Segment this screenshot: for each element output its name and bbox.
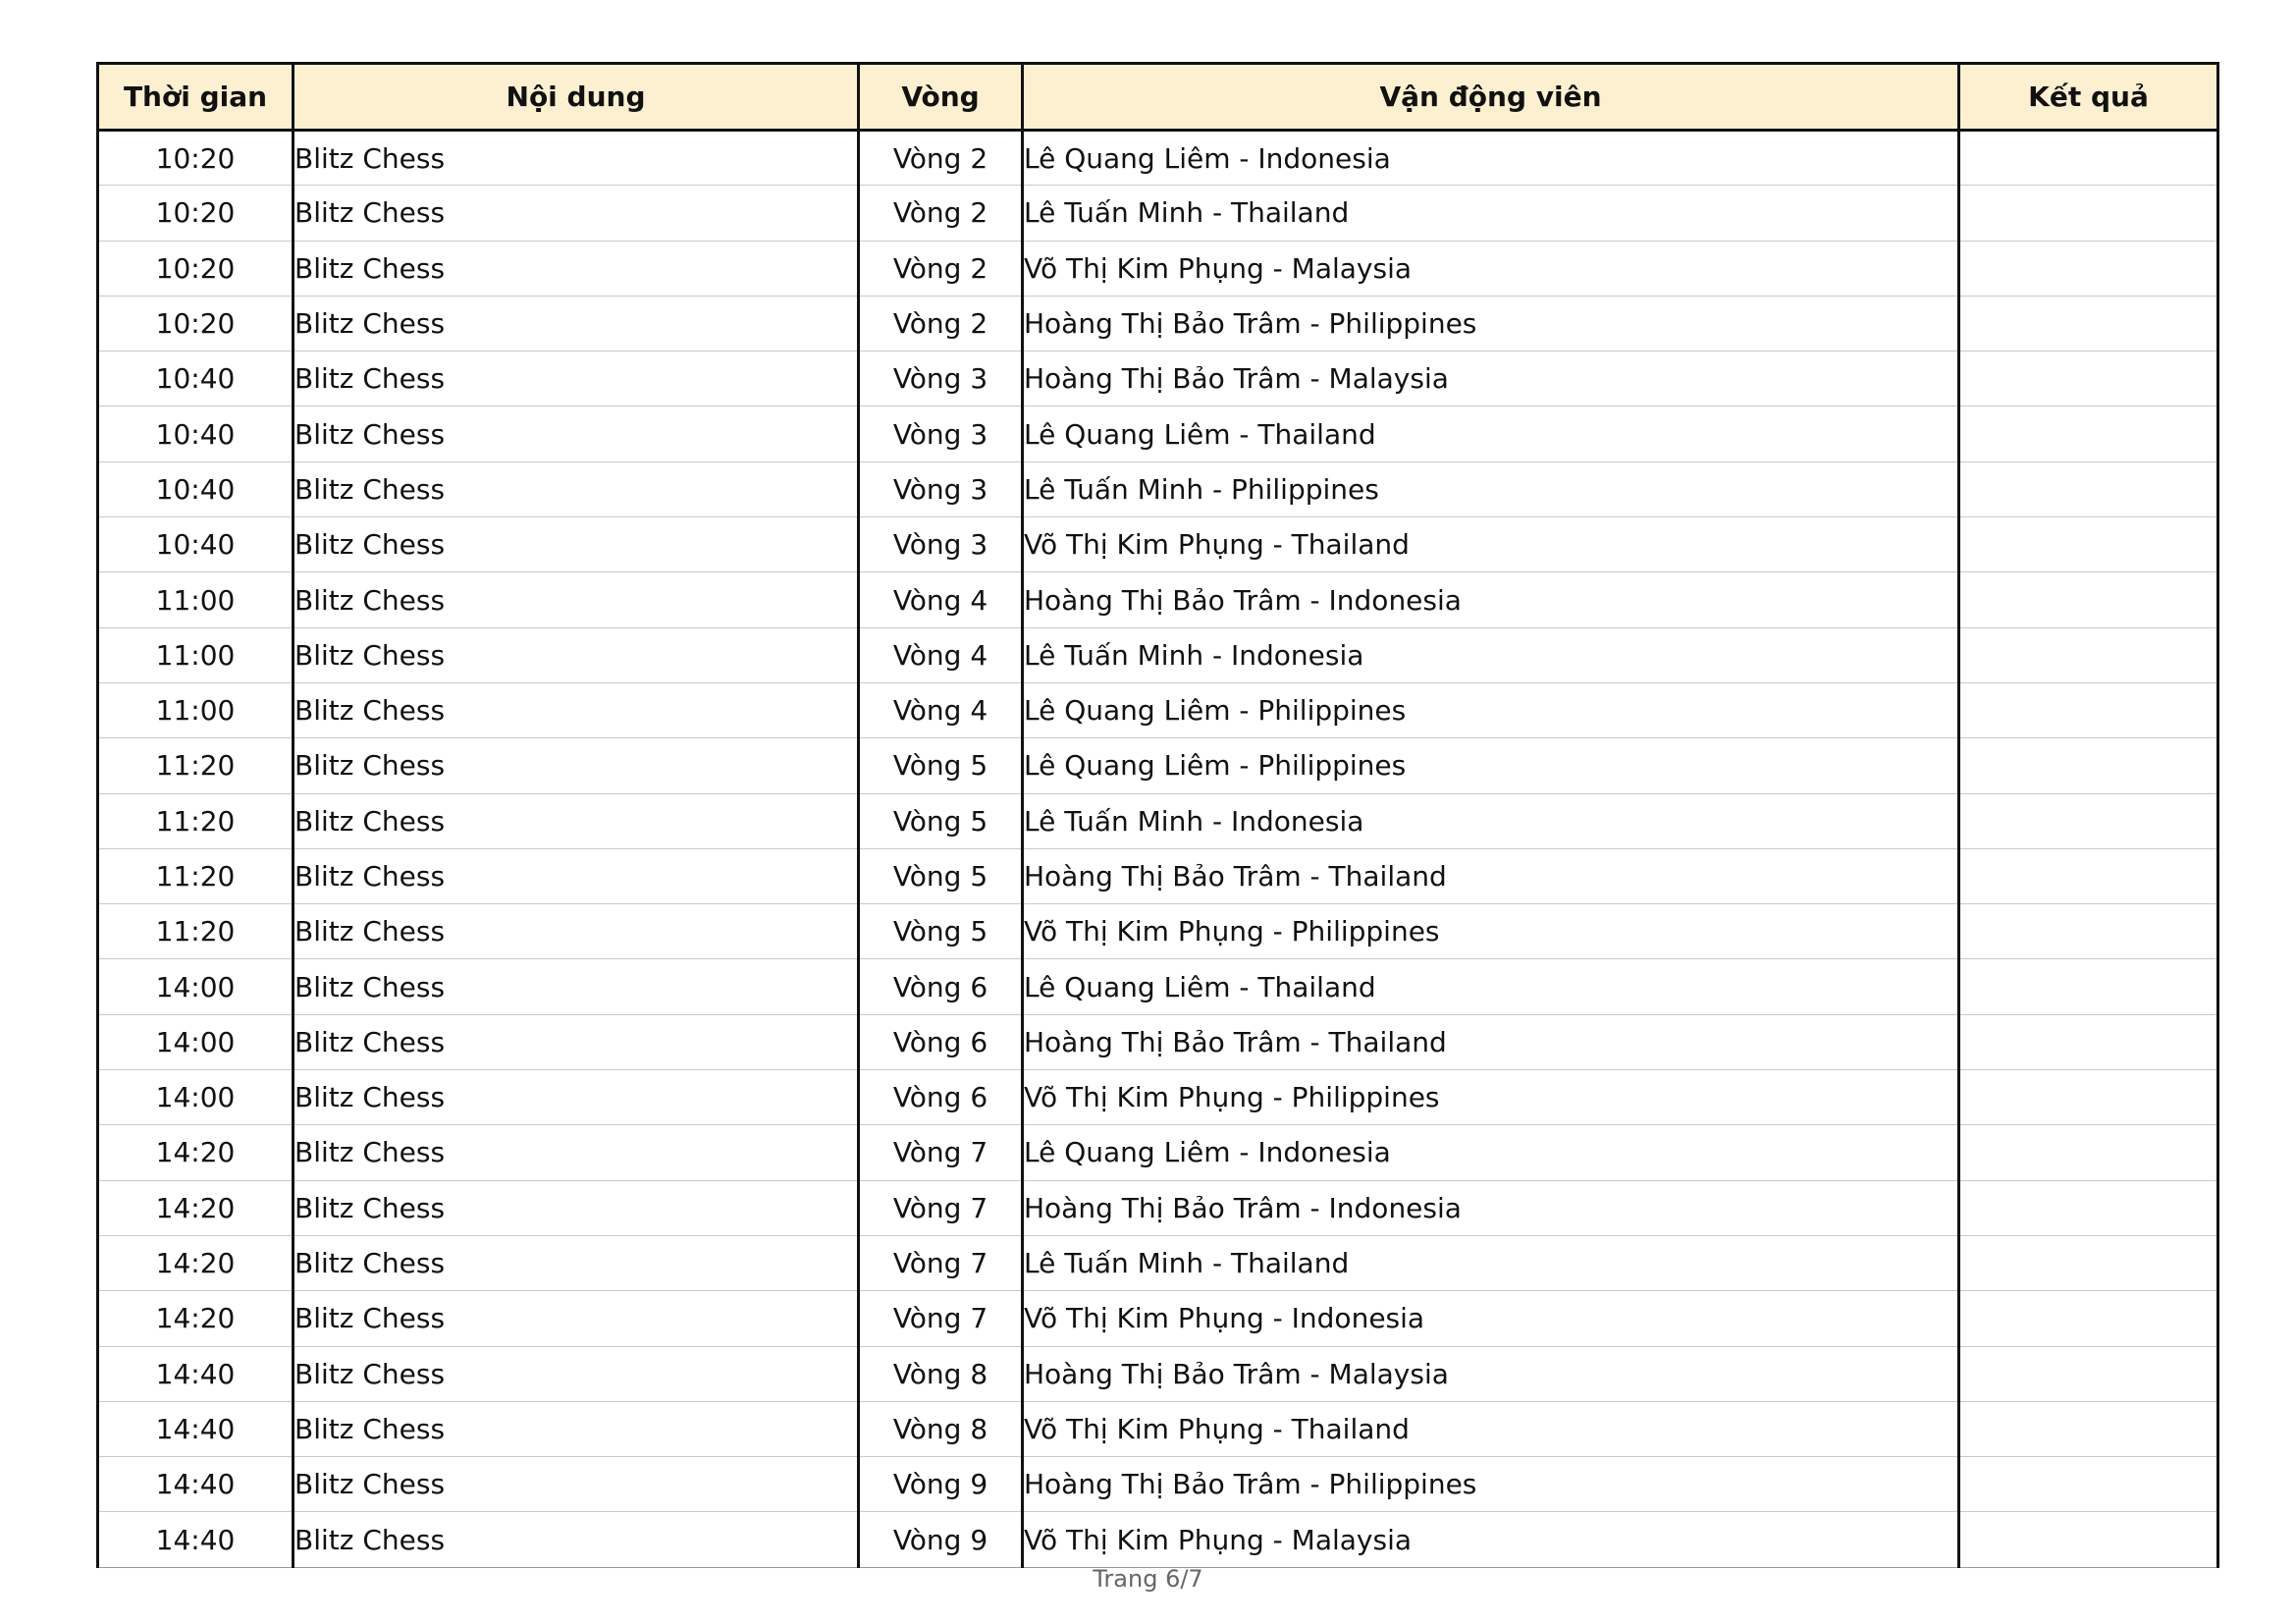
athlete-cell: Hoàng Thị Bảo Trâm - Malaysia bbox=[1023, 352, 1959, 406]
round-cell: Vòng 7 bbox=[859, 1125, 1023, 1180]
time-cell: 10:40 bbox=[98, 352, 294, 406]
result-cell bbox=[1959, 738, 2218, 793]
content-cell: Blitz Chess bbox=[294, 1291, 859, 1346]
round-cell: Vòng 3 bbox=[859, 517, 1023, 572]
athlete-cell: Lê Tuấn Minh - Thailand bbox=[1023, 1235, 1959, 1290]
content-cell: Blitz Chess bbox=[294, 572, 859, 627]
table-row bbox=[98, 1346, 2218, 1401]
table-row bbox=[98, 738, 2218, 793]
result-cell bbox=[1959, 627, 2218, 682]
result-cell bbox=[1959, 1401, 2218, 1456]
table-row bbox=[98, 1512, 2218, 1567]
round-cell: Vòng 8 bbox=[859, 1401, 1023, 1456]
result-cell bbox=[1959, 959, 2218, 1014]
table-row bbox=[98, 1235, 2218, 1290]
time-cell: 10:40 bbox=[98, 517, 294, 572]
round-cell: Vòng 4 bbox=[859, 682, 1023, 737]
content-cell: Blitz Chess bbox=[294, 1180, 859, 1235]
athlete-cell: Võ Thị Kim Phụng - Thailand bbox=[1023, 1401, 1959, 1456]
round-cell: Vòng 5 bbox=[859, 793, 1023, 848]
round-cell: Vòng 5 bbox=[859, 904, 1023, 959]
round-cell: Vòng 2 bbox=[859, 131, 1023, 186]
athlete-cell: Lê Quang Liêm - Thailand bbox=[1023, 406, 1959, 461]
content-cell: Blitz Chess bbox=[294, 1235, 859, 1290]
table-row bbox=[98, 1291, 2218, 1346]
table-row bbox=[98, 241, 2218, 296]
time-cell: 10:20 bbox=[98, 186, 294, 241]
time-cell: 10:40 bbox=[98, 461, 294, 516]
athlete-cell: Lê Quang Liêm - Thailand bbox=[1023, 959, 1959, 1014]
round-cell: Vòng 2 bbox=[859, 241, 1023, 296]
athlete-cell: Võ Thị Kim Phụng - Philippines bbox=[1023, 1070, 1959, 1125]
result-cell bbox=[1959, 296, 2218, 351]
table-row bbox=[98, 131, 2218, 186]
content-cell: Blitz Chess bbox=[294, 1014, 859, 1069]
round-cell: Vòng 3 bbox=[859, 352, 1023, 406]
time-cell: 14:00 bbox=[98, 1070, 294, 1125]
round-cell: Vòng 4 bbox=[859, 627, 1023, 682]
result-cell bbox=[1959, 572, 2218, 627]
athlete-cell: Hoàng Thị Bảo Trâm - Thailand bbox=[1023, 848, 1959, 903]
athlete-cell: Võ Thị Kim Phụng - Indonesia bbox=[1023, 1291, 1959, 1346]
page-number: Trang 6/7 bbox=[1093, 1565, 1203, 1593]
result-cell bbox=[1959, 848, 2218, 903]
time-cell: 10:20 bbox=[98, 296, 294, 351]
athlete-cell: Võ Thị Kim Phụng - Philippines bbox=[1023, 904, 1959, 959]
round-cell: Vòng 6 bbox=[859, 1014, 1023, 1069]
table-row bbox=[98, 1180, 2218, 1235]
table-row bbox=[98, 1457, 2218, 1512]
content-cell: Blitz Chess bbox=[294, 1070, 859, 1125]
athlete-cell: Võ Thị Kim Phụng - Thailand bbox=[1023, 517, 1959, 572]
round-cell: Vòng 8 bbox=[859, 1346, 1023, 1401]
round-cell: Vòng 6 bbox=[859, 959, 1023, 1014]
time-cell: 11:00 bbox=[98, 627, 294, 682]
header-content: Nội dung bbox=[294, 64, 859, 131]
result-cell bbox=[1959, 1346, 2218, 1401]
table-row bbox=[98, 296, 2218, 351]
round-cell: Vòng 9 bbox=[859, 1457, 1023, 1512]
table-row bbox=[98, 186, 2218, 241]
content-cell: Blitz Chess bbox=[294, 793, 859, 848]
time-cell: 11:20 bbox=[98, 904, 294, 959]
round-cell: Vòng 7 bbox=[859, 1291, 1023, 1346]
athlete-cell: Võ Thị Kim Phụng - Malaysia bbox=[1023, 1512, 1959, 1567]
table-row bbox=[98, 1125, 2218, 1180]
round-cell: Vòng 5 bbox=[859, 848, 1023, 903]
content-cell: Blitz Chess bbox=[294, 517, 859, 572]
athlete-cell: Lê Quang Liêm - Philippines bbox=[1023, 682, 1959, 737]
content-cell: Blitz Chess bbox=[294, 1401, 859, 1456]
content-cell: Blitz Chess bbox=[294, 131, 859, 186]
round-cell: Vòng 3 bbox=[859, 461, 1023, 516]
result-cell bbox=[1959, 904, 2218, 959]
athlete-cell: Hoàng Thị Bảo Trâm - Philippines bbox=[1023, 1457, 1959, 1512]
round-cell: Vòng 7 bbox=[859, 1180, 1023, 1235]
time-cell: 10:20 bbox=[98, 241, 294, 296]
round-cell: Vòng 6 bbox=[859, 1070, 1023, 1125]
time-cell: 10:40 bbox=[98, 406, 294, 461]
time-cell: 14:40 bbox=[98, 1512, 294, 1567]
header-time: Thời gian bbox=[98, 64, 294, 131]
time-cell: 11:00 bbox=[98, 572, 294, 627]
result-cell bbox=[1959, 793, 2218, 848]
time-cell: 11:00 bbox=[98, 682, 294, 737]
time-cell: 14:20 bbox=[98, 1291, 294, 1346]
result-cell bbox=[1959, 1291, 2218, 1346]
athlete-cell: Hoàng Thị Bảo Trâm - Thailand bbox=[1023, 1014, 1959, 1069]
table-row bbox=[98, 572, 2218, 627]
table-row bbox=[98, 1014, 2218, 1069]
result-cell bbox=[1959, 1125, 2218, 1180]
time-cell: 14:20 bbox=[98, 1235, 294, 1290]
result-cell bbox=[1959, 352, 2218, 406]
header-result: Kết quả bbox=[1959, 64, 2218, 131]
content-cell: Blitz Chess bbox=[294, 461, 859, 516]
table-row bbox=[98, 627, 2218, 682]
athlete-cell: Võ Thị Kim Phụng - Malaysia bbox=[1023, 241, 1959, 296]
result-cell bbox=[1959, 1070, 2218, 1125]
table-row bbox=[98, 904, 2218, 959]
athlete-cell: Lê Quang Liêm - Philippines bbox=[1023, 738, 1959, 793]
table-row bbox=[98, 793, 2218, 848]
table-row bbox=[98, 848, 2218, 903]
round-cell: Vòng 2 bbox=[859, 186, 1023, 241]
content-cell: Blitz Chess bbox=[294, 186, 859, 241]
table-body bbox=[98, 131, 2218, 1568]
time-cell: 14:00 bbox=[98, 959, 294, 1014]
result-cell bbox=[1959, 131, 2218, 186]
content-cell: Blitz Chess bbox=[294, 627, 859, 682]
content-cell: Blitz Chess bbox=[294, 1512, 859, 1567]
time-cell: 14:20 bbox=[98, 1125, 294, 1180]
time-cell: 14:20 bbox=[98, 1180, 294, 1235]
result-cell bbox=[1959, 1512, 2218, 1567]
round-cell: Vòng 3 bbox=[859, 406, 1023, 461]
table-row bbox=[98, 461, 2218, 516]
result-cell bbox=[1959, 461, 2218, 516]
content-cell: Blitz Chess bbox=[294, 1457, 859, 1512]
content-cell: Blitz Chess bbox=[294, 296, 859, 351]
athlete-cell: Lê Quang Liêm - Indonesia bbox=[1023, 131, 1959, 186]
content-cell: Blitz Chess bbox=[294, 738, 859, 793]
athlete-cell: Lê Tuấn Minh - Philippines bbox=[1023, 461, 1959, 516]
athlete-cell: Lê Quang Liêm - Indonesia bbox=[1023, 1125, 1959, 1180]
time-cell: 14:40 bbox=[98, 1457, 294, 1512]
time-cell: 11:20 bbox=[98, 738, 294, 793]
header-athlete: Vận động viên bbox=[1023, 64, 1959, 131]
content-cell: Blitz Chess bbox=[294, 406, 859, 461]
round-cell: Vòng 2 bbox=[859, 296, 1023, 351]
table-row bbox=[98, 682, 2218, 737]
round-cell: Vòng 9 bbox=[859, 1512, 1023, 1567]
round-cell: Vòng 7 bbox=[859, 1235, 1023, 1290]
table-row bbox=[98, 352, 2218, 406]
result-cell bbox=[1959, 682, 2218, 737]
header-row bbox=[98, 64, 2218, 131]
result-cell bbox=[1959, 1235, 2218, 1290]
table-row bbox=[98, 1401, 2218, 1456]
time-cell: 14:40 bbox=[98, 1401, 294, 1456]
round-cell: Vòng 5 bbox=[859, 738, 1023, 793]
result-cell bbox=[1959, 1014, 2218, 1069]
table-row bbox=[98, 1070, 2218, 1125]
header-round: Vòng bbox=[859, 64, 1023, 131]
time-cell: 11:20 bbox=[98, 848, 294, 903]
round-cell: Vòng 4 bbox=[859, 572, 1023, 627]
time-cell: 11:20 bbox=[98, 793, 294, 848]
result-cell bbox=[1959, 186, 2218, 241]
content-cell: Blitz Chess bbox=[294, 1125, 859, 1180]
time-cell: 14:40 bbox=[98, 1346, 294, 1401]
athlete-cell: Hoàng Thị Bảo Trâm - Indonesia bbox=[1023, 572, 1959, 627]
result-cell bbox=[1959, 241, 2218, 296]
table-row bbox=[98, 959, 2218, 1014]
athlete-cell: Hoàng Thị Bảo Trâm - Malaysia bbox=[1023, 1346, 1959, 1401]
content-cell: Blitz Chess bbox=[294, 848, 859, 903]
table-row bbox=[98, 517, 2218, 572]
result-cell bbox=[1959, 406, 2218, 461]
athlete-cell: Hoàng Thị Bảo Trâm - Indonesia bbox=[1023, 1180, 1959, 1235]
table-row bbox=[98, 406, 2218, 461]
athlete-cell: Lê Tuấn Minh - Indonesia bbox=[1023, 627, 1959, 682]
athlete-cell: Lê Tuấn Minh - Indonesia bbox=[1023, 793, 1959, 848]
athlete-cell: Lê Tuấn Minh - Thailand bbox=[1023, 186, 1959, 241]
content-cell: Blitz Chess bbox=[294, 352, 859, 406]
schedule-table bbox=[96, 62, 2219, 1568]
result-cell bbox=[1959, 1457, 2218, 1512]
athlete-cell: Hoàng Thị Bảo Trâm - Philippines bbox=[1023, 296, 1959, 351]
result-cell bbox=[1959, 517, 2218, 572]
result-cell bbox=[1959, 1180, 2218, 1235]
time-cell: 10:20 bbox=[98, 131, 294, 186]
time-cell: 14:00 bbox=[98, 1014, 294, 1069]
content-cell: Blitz Chess bbox=[294, 1346, 859, 1401]
content-cell: Blitz Chess bbox=[294, 959, 859, 1014]
content-cell: Blitz Chess bbox=[294, 904, 859, 959]
table-header bbox=[98, 64, 2218, 131]
content-cell: Blitz Chess bbox=[294, 682, 859, 737]
content-cell: Blitz Chess bbox=[294, 241, 859, 296]
